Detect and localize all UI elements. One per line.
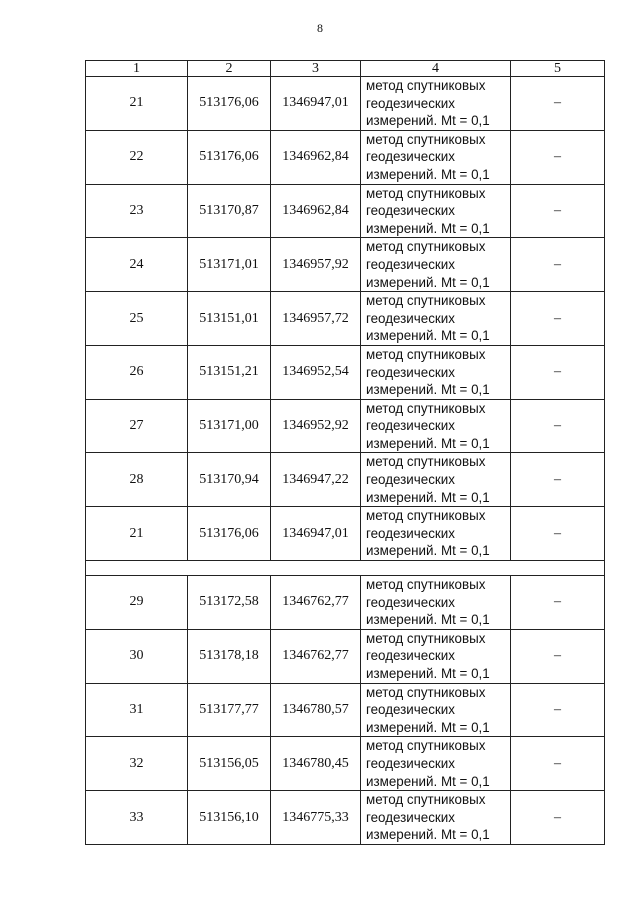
x-coordinate-cell: 513172,58 [188, 576, 271, 630]
point-number-cell: 27 [86, 399, 188, 453]
point-number-cell: 33 [86, 791, 188, 845]
group-separator-cell [86, 561, 605, 576]
table-row [86, 683, 605, 737]
note-cell: – [511, 576, 605, 630]
y-coordinate-cell: 1346947,01 [271, 77, 361, 131]
note-cell: – [511, 238, 605, 292]
method-cell: метод спутниковых геодезических измерений. Mt = 0,1 [361, 130, 511, 184]
table-row [86, 576, 605, 630]
point-number-cell: 28 [86, 453, 188, 507]
method-cell: метод спутниковых геодезических измерений. Mt = 0,1 [361, 507, 511, 561]
table-row [86, 345, 605, 399]
table-row [86, 130, 605, 184]
y-coordinate-cell: 1346962,84 [271, 184, 361, 238]
x-coordinate-cell: 513177,77 [188, 683, 271, 737]
note-cell: – [511, 737, 605, 791]
x-coordinate-cell: 513156,05 [188, 737, 271, 791]
y-coordinate-cell: 1346947,01 [271, 507, 361, 561]
method-cell: метод спутниковых геодезических измерений. Mt = 0,1 [361, 238, 511, 292]
x-coordinate-cell: 513170,87 [188, 184, 271, 238]
method-cell: метод спутниковых геодезических измерений. Mt = 0,1 [361, 629, 511, 683]
note-cell: – [511, 130, 605, 184]
x-coordinate-cell: 513176,06 [188, 130, 271, 184]
table-row [86, 238, 605, 292]
table-header-row [86, 61, 605, 77]
note-cell: – [511, 184, 605, 238]
method-cell: метод спутниковых геодезических измерений. Mt = 0,1 [361, 791, 511, 845]
y-coordinate-cell: 1346952,54 [271, 345, 361, 399]
y-coordinate-cell: 1346952,92 [271, 399, 361, 453]
note-cell: – [511, 77, 605, 131]
point-number-cell: 22 [86, 130, 188, 184]
table-row [86, 77, 605, 131]
x-coordinate-cell: 513178,18 [188, 629, 271, 683]
method-cell: метод спутниковых геодезических измерений. Mt = 0,1 [361, 453, 511, 507]
point-number-cell: 25 [86, 292, 188, 346]
table-body [86, 77, 605, 845]
table-row [86, 791, 605, 845]
table-row [86, 453, 605, 507]
y-coordinate-cell: 1346775,33 [271, 791, 361, 845]
method-cell: метод спутниковых геодезических измерений. Mt = 0,1 [361, 345, 511, 399]
method-cell: метод спутниковых геодезических измерений. Mt = 0,1 [361, 737, 511, 791]
x-coordinate-cell: 513171,00 [188, 399, 271, 453]
y-coordinate-cell: 1346947,22 [271, 453, 361, 507]
table-row [86, 184, 605, 238]
note-cell: – [511, 345, 605, 399]
page-number: 8 [317, 21, 323, 35]
table-row [86, 399, 605, 453]
point-number-cell: 24 [86, 238, 188, 292]
y-coordinate-cell: 1346957,92 [271, 238, 361, 292]
y-coordinate-cell: 1346780,45 [271, 737, 361, 791]
method-cell: метод спутниковых геодезических измерений. Mt = 0,1 [361, 77, 511, 131]
y-coordinate-cell: 1346780,57 [271, 683, 361, 737]
note-cell: – [511, 292, 605, 346]
method-cell: метод спутниковых геодезических измерений. Mt = 0,1 [361, 399, 511, 453]
x-coordinate-cell: 513156,10 [188, 791, 271, 845]
table-row [86, 507, 605, 561]
note-cell: – [511, 791, 605, 845]
column-header: 3 [271, 61, 361, 77]
method-cell: метод спутниковых геодезических измерений. Mt = 0,1 [361, 292, 511, 346]
column-header: 5 [511, 61, 605, 77]
x-coordinate-cell: 513151,21 [188, 345, 271, 399]
column-header: 1 [86, 61, 188, 77]
method-cell: метод спутниковых геодезических измерений. Mt = 0,1 [361, 184, 511, 238]
method-cell: метод спутниковых геодезических измерений. Mt = 0,1 [361, 576, 511, 630]
note-cell: – [511, 683, 605, 737]
point-number-cell: 26 [86, 345, 188, 399]
coordinates-table [85, 60, 605, 845]
method-cell: метод спутниковых геодезических измерений. Mt = 0,1 [361, 683, 511, 737]
point-number-cell: 31 [86, 683, 188, 737]
column-header: 4 [361, 61, 511, 77]
column-header: 2 [188, 61, 271, 77]
point-number-cell: 30 [86, 629, 188, 683]
note-cell: – [511, 629, 605, 683]
x-coordinate-cell: 513151,01 [188, 292, 271, 346]
table-row [86, 292, 605, 346]
y-coordinate-cell: 1346762,77 [271, 576, 361, 630]
point-number-cell: 29 [86, 576, 188, 630]
group-separator-row [86, 561, 605, 576]
point-number-cell: 21 [86, 507, 188, 561]
y-coordinate-cell: 1346957,72 [271, 292, 361, 346]
x-coordinate-cell: 513170,94 [188, 453, 271, 507]
x-coordinate-cell: 513176,06 [188, 507, 271, 561]
point-number-cell: 21 [86, 77, 188, 131]
point-number-cell: 23 [86, 184, 188, 238]
note-cell: – [511, 453, 605, 507]
x-coordinate-cell: 513171,01 [188, 238, 271, 292]
table-row [86, 737, 605, 791]
note-cell: – [511, 507, 605, 561]
y-coordinate-cell: 1346762,77 [271, 629, 361, 683]
x-coordinate-cell: 513176,06 [188, 77, 271, 131]
y-coordinate-cell: 1346962,84 [271, 130, 361, 184]
point-number-cell: 32 [86, 737, 188, 791]
note-cell: – [511, 399, 605, 453]
table-row [86, 629, 605, 683]
